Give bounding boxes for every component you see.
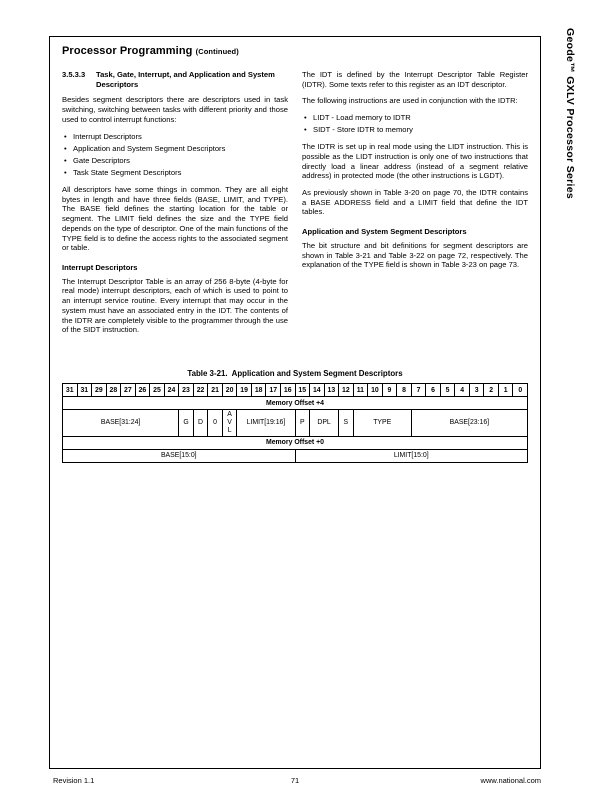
bullet-list xyxy=(64,132,288,178)
field-cell-p: P xyxy=(295,410,310,437)
bullet-item: • Application and System Segment Descriptors xyxy=(64,144,288,154)
bit-cell: 7 xyxy=(411,384,426,397)
footer-page-number: 71 xyxy=(290,776,300,785)
page-title-text: Processor Programming xyxy=(62,45,196,57)
bit-cell: 21 xyxy=(208,384,223,397)
bit-cell: 17 xyxy=(266,384,281,397)
bit-cell: 10 xyxy=(368,384,383,397)
paragraph: All descriptors have some things in common. They are all eight bytes in length and have three fields (BASE, LIMIT, and TYPE). The BASE field defines the starting location for the table or segment. The LIMIT field defines the size and the TYPE field depends on the type of descriptor. One of the main functions of the TYPE field is to define the access rights to the associated segment or table. xyxy=(62,184,288,253)
bit-cell: 27 xyxy=(121,384,136,397)
table-title: Table 3-21. Application and System Segment Descriptors xyxy=(187,369,403,379)
memory-offset-4-row xyxy=(63,397,528,410)
bit-cell: 3 xyxy=(469,384,484,397)
avl-stacked-label: AVL xyxy=(227,411,232,434)
offset-4-fields-row xyxy=(63,410,528,437)
bit-cell: 23 xyxy=(179,384,194,397)
sidebar-vertical-title: Geode™ GXLV Processor Series xyxy=(564,28,576,200)
bit-cell: 19 xyxy=(237,384,252,397)
paragraph: As previously shown in Table 3-20 on page 70, the IDTR contains a BASE ADDRESS field and a LIMIT field that define the IDT tables. xyxy=(302,187,528,217)
table-block xyxy=(62,369,528,463)
bit-cell: 12 xyxy=(339,384,354,397)
descriptor-table xyxy=(62,383,528,463)
footer-revision: Revision 1.1 xyxy=(53,776,95,785)
bullet-item: • LIDT - Load memory to IDTR xyxy=(304,113,528,123)
paragraph: The following instructions are used in conjunction with the IDTR: xyxy=(302,96,518,106)
bit-cell: 26 xyxy=(135,384,150,397)
bit-cell: 2 xyxy=(484,384,499,397)
memory-offset-4-label: Memory Offset +4 xyxy=(63,397,528,410)
field-cell-avl xyxy=(222,410,237,437)
bit-cell: 1 xyxy=(498,384,513,397)
section-number: 3.5.3.3 xyxy=(62,70,86,79)
bit-cell: 20 xyxy=(222,384,237,397)
bit-cell: 14 xyxy=(310,384,325,397)
bit-cell: 0 xyxy=(513,384,528,397)
field-cell-dpl: DPL xyxy=(310,410,339,437)
bit-header-row xyxy=(63,384,528,397)
page-title xyxy=(62,45,528,57)
paragraph: The Interrupt Descriptor Table is an array of 256 8-byte (4-byte for real mode) interrupt descriptors, each of which is used to point to an interrupt service routine. Every interrupt that may occur in the system must have an associated entry in the IDT. The contents of the IDTR are completely visible to the programmer through the use of the SIDT instruction. xyxy=(62,276,288,335)
bit-cell: 6 xyxy=(426,384,441,397)
bit-cell: 11 xyxy=(353,384,368,397)
left-column xyxy=(62,70,288,342)
subheading-app-system-segment-descriptors: Application and System Segment Descriptors xyxy=(302,227,467,237)
bit-cell: 18 xyxy=(251,384,266,397)
bit-cell: 16 xyxy=(280,384,295,397)
bit-cell: 9 xyxy=(382,384,397,397)
field-cell-base-31-24: BASE[31:24] xyxy=(63,410,179,437)
bit-cell: 13 xyxy=(324,384,339,397)
bit-cell: 25 xyxy=(150,384,165,397)
bullet-item: • SIDT - Store IDTR to memory xyxy=(304,125,528,135)
field-cell-limit-19-16: LIMIT[19:16] xyxy=(237,410,295,437)
field-cell-limit-15-0: LIMIT[15:0] xyxy=(295,449,528,462)
bit-cell: 24 xyxy=(164,384,179,397)
field-cell-g: G xyxy=(179,410,194,437)
footer-url: www.national.com xyxy=(480,776,541,785)
offset-0-fields-row xyxy=(63,449,528,462)
bit-cell: 31 xyxy=(63,384,78,397)
bit-cell: 31 xyxy=(77,384,92,397)
bit-cell: 8 xyxy=(397,384,412,397)
bit-cell: 22 xyxy=(193,384,208,397)
paragraph: The IDT is defined by the Interrupt Descriptor Table Register (IDTR). Some texts refer to this register as an IDT descriptor. xyxy=(302,70,528,89)
paragraph: The bit structure and bit definitions for segment descriptors are shown in Table 3-21 and Table 3-22 on page 72, respectively. The explanation of the TYPE field is shown in Table 3-23 on page 73. xyxy=(302,240,528,270)
page-title-continued: (Continued) xyxy=(195,47,239,56)
two-column-body xyxy=(62,70,528,342)
bullet-list xyxy=(304,113,528,135)
section-title: Task, Gate, Interrupt, and Application and System Descriptors xyxy=(96,70,275,89)
bit-cell: 4 xyxy=(455,384,470,397)
bit-cell: 28 xyxy=(106,384,121,397)
field-cell-zero: 0 xyxy=(208,410,223,437)
field-cell-base-15-0: BASE[15:0] xyxy=(63,449,296,462)
right-column xyxy=(302,70,528,342)
content-border-box xyxy=(49,36,541,769)
paragraph: The IDTR is set up in real mode using the LIDT instruction. This is possible as the LIDT instruction is only one of two instructions that directly load a linear address (instead of a segment relative address) in protected mode (the other instructions is LGDT). xyxy=(302,142,528,181)
bit-cell: 15 xyxy=(295,384,310,397)
section-heading xyxy=(62,70,288,89)
bullet-item: • Interrupt Descriptors xyxy=(64,132,288,142)
field-cell-base-23-16: BASE[23:16] xyxy=(411,410,527,437)
bullet-item: • Gate Descriptors xyxy=(64,156,288,166)
bit-cell: 5 xyxy=(440,384,455,397)
field-cell-type: TYPE xyxy=(353,410,411,437)
field-cell-s: S xyxy=(339,410,354,437)
subheading-interrupt-descriptors: Interrupt Descriptors xyxy=(62,263,138,272)
memory-offset-0-label: Memory Offset +0 xyxy=(63,436,528,449)
bit-cell: 29 xyxy=(92,384,107,397)
memory-offset-0-row xyxy=(63,436,528,449)
bullet-item: • Task State Segment Descriptors xyxy=(64,168,288,178)
paragraph: Besides segment descriptors there are descriptors used in task switching, switching between tasks with different priority and those used to control interrupt functions: xyxy=(62,95,288,124)
field-cell-d: D xyxy=(193,410,208,437)
